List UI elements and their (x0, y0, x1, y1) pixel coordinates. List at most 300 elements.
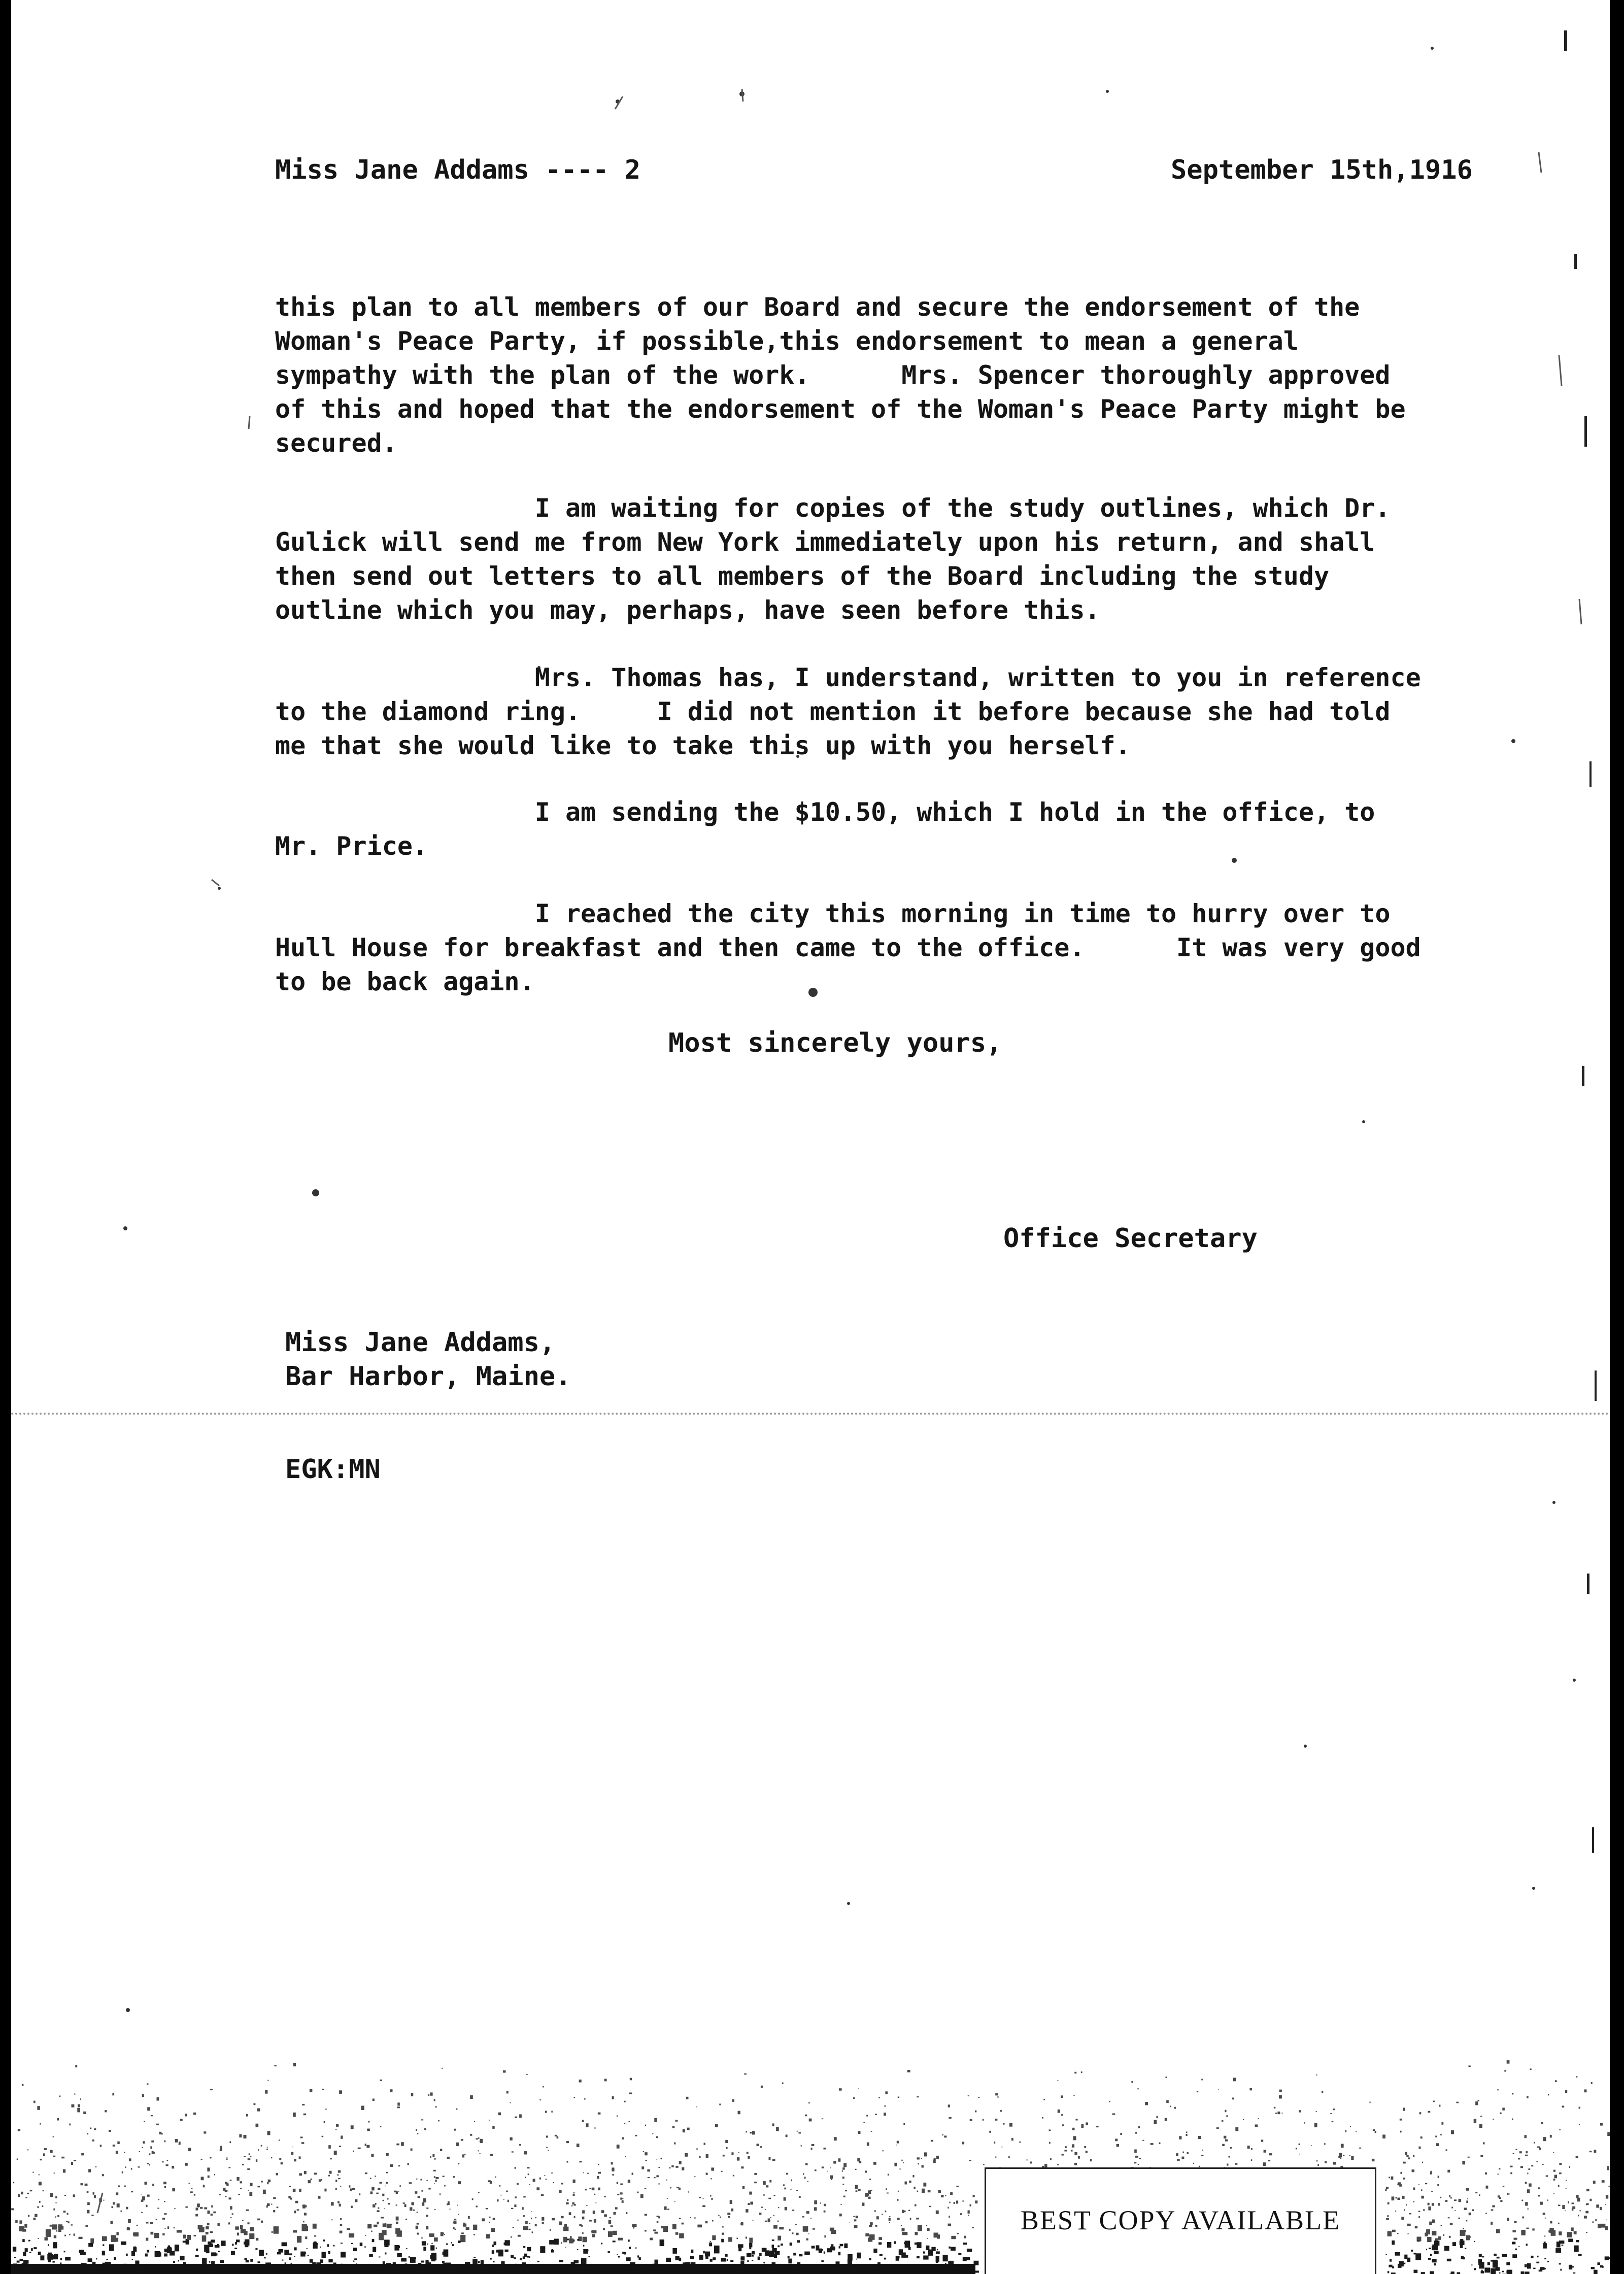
noise-speck (927, 2238, 928, 2239)
noise-speck (1201, 2155, 1204, 2156)
noise-speck (1536, 2262, 1539, 2263)
noise-speck (889, 2216, 891, 2217)
noise-speck (1558, 2205, 1560, 2206)
noise-speck (1151, 2143, 1154, 2145)
noise-speck (1445, 2200, 1447, 2202)
noise-speck (1440, 2134, 1442, 2135)
noise-speck (1314, 2123, 1317, 2127)
noise-speck (232, 2244, 233, 2246)
noise-speck (1450, 2223, 1453, 2225)
noise-speck (240, 2181, 243, 2183)
noise-speck (1074, 2072, 1076, 2074)
noise-speck (451, 2242, 452, 2244)
noise-speck (112, 2206, 114, 2209)
noise-speck (90, 2238, 94, 2244)
noise-speck (281, 2162, 283, 2164)
noise-speck (225, 2190, 227, 2192)
noise-speck (1400, 2131, 1402, 2133)
noise-speck (1493, 2260, 1498, 2267)
noise-speck (1525, 2155, 1528, 2156)
noise-speck (873, 2249, 877, 2253)
noise-speck (769, 2251, 774, 2257)
noise-speck (503, 2070, 506, 2073)
noise-speck (1567, 2232, 1572, 2237)
noise-speck (1427, 2237, 1432, 2242)
noise-speck (721, 2258, 726, 2262)
noise-speck (1548, 2094, 1549, 2095)
noise-speck (809, 2119, 812, 2122)
noise-speck (1096, 2126, 1098, 2127)
noise-speck (696, 2149, 698, 2150)
noise-speck (201, 2159, 202, 2160)
noise-speck (1593, 2221, 1594, 2223)
noise-speck (582, 2217, 585, 2220)
noise-speck (333, 2245, 335, 2247)
noise-speck (563, 2237, 567, 2243)
text-line: I am sending the $10.50, which I hold in the office, to (275, 797, 1375, 827)
noise-speck (968, 2215, 970, 2216)
noise-speck (385, 2253, 386, 2255)
noise-speck (328, 2259, 332, 2262)
noise-speck (853, 2097, 855, 2099)
noise-speck (652, 2133, 653, 2134)
noise-speck (732, 2099, 734, 2102)
noise-speck (65, 2257, 71, 2260)
noise-speck (308, 2180, 311, 2183)
noise-speck (802, 2216, 804, 2218)
noise-speck (637, 2192, 638, 2193)
noise-speck (967, 2249, 972, 2252)
noise-speck (141, 2212, 143, 2213)
noise-speck (944, 2135, 946, 2137)
noise-speck (566, 2141, 569, 2143)
noise-speck (856, 2216, 858, 2218)
noise-speck (858, 2131, 861, 2134)
noise-speck (533, 2179, 535, 2182)
noise-speck (761, 2086, 763, 2088)
noise-speck (1438, 2236, 1441, 2240)
noise-speck (705, 2252, 710, 2257)
address-line-1: Miss Jane Addams, (285, 1327, 556, 1358)
noise-speck (887, 2193, 889, 2194)
noise-speck (418, 2196, 420, 2198)
noise-speck (416, 2226, 418, 2229)
noise-speck (1311, 2145, 1312, 2146)
noise-speck (25, 2248, 28, 2252)
noise-speck (672, 2126, 675, 2128)
noise-speck (1474, 2241, 1475, 2242)
noise-speck (830, 2167, 831, 2168)
noise-speck (801, 2146, 802, 2147)
noise-speck (340, 2218, 342, 2220)
noise-speck (1594, 2270, 1598, 2274)
noise-speck (913, 2187, 915, 2189)
noise-speck (635, 2135, 637, 2136)
noise-speck (565, 2247, 566, 2248)
noise-speck (643, 2151, 645, 2152)
noise-speck (759, 2253, 762, 2256)
noise-speck (328, 2251, 330, 2254)
noise-speck (806, 2238, 808, 2240)
noise-speck (1375, 2131, 1376, 2133)
noise-speck (1550, 2135, 1552, 2138)
noise-speck (242, 2164, 244, 2165)
noise-speck (918, 2163, 919, 2165)
noise-speck (422, 2241, 426, 2246)
noise-speck (950, 2202, 951, 2203)
noise-speck (867, 2194, 869, 2196)
noise-speck (611, 2162, 613, 2165)
noise-speck (962, 2200, 964, 2201)
noise-speck (428, 2188, 430, 2189)
noise-speck (929, 2206, 931, 2208)
noise-speck (1176, 2153, 1178, 2156)
noise-speck (612, 2167, 614, 2171)
noise-speck (797, 2240, 800, 2243)
noise-speck (427, 2244, 428, 2245)
noise-speck (552, 2218, 555, 2220)
noise-speck (664, 2206, 666, 2210)
noise-speck (705, 2221, 708, 2224)
noise-speck (1525, 2182, 1527, 2184)
text-line: I reached the city this morning in time to hurry over to (275, 899, 1391, 928)
noise-speck (246, 2260, 249, 2263)
noise-speck (585, 2189, 587, 2190)
noise-speck (1574, 2231, 1577, 2234)
noise-speck (1392, 2230, 1396, 2232)
noise-speck (1395, 2252, 1400, 2256)
noise-speck (1279, 2095, 1282, 2099)
noise-speck (747, 2152, 749, 2154)
noise-speck (1554, 2175, 1557, 2179)
noise-speck (1460, 2244, 1463, 2248)
noise-speck (1472, 2210, 1474, 2212)
noise-speck (1431, 2191, 1433, 2192)
noise-speck (112, 2093, 114, 2095)
noise-speck (335, 2129, 337, 2130)
noise-speck (240, 2225, 243, 2229)
noise-speck (434, 2099, 435, 2101)
noise-speck (81, 2153, 84, 2155)
noise-speck (116, 2151, 118, 2154)
noise-speck (682, 2167, 684, 2170)
noise-speck (22, 2229, 26, 2231)
noise-speck (230, 2180, 232, 2181)
noise-speck (63, 2211, 66, 2213)
noise-speck (703, 2251, 705, 2254)
noise-speck (1521, 2200, 1523, 2201)
noise-speck (1020, 2142, 1021, 2143)
noise-speck (1447, 2259, 1451, 2261)
noise-speck (777, 2236, 781, 2240)
noise-speck (493, 2218, 495, 2220)
noise-speck (824, 2235, 826, 2237)
noise-speck (1138, 2164, 1139, 2165)
noise-speck (754, 2182, 757, 2183)
noise-speck (38, 2238, 39, 2239)
noise-speck (1596, 2204, 1599, 2208)
noise-speck (248, 2158, 251, 2160)
noise-speck (923, 2252, 925, 2254)
noise-speck (478, 2150, 480, 2151)
noise-speck (805, 2163, 808, 2165)
noise-speck (214, 2174, 215, 2176)
noise-speck (102, 2236, 107, 2242)
noise-speck (317, 2243, 318, 2245)
noise-speck (63, 2169, 65, 2173)
noise-speck (435, 2180, 437, 2182)
noise-speck (629, 2121, 630, 2122)
noise-speck (245, 2258, 247, 2260)
noise-speck (573, 2180, 576, 2183)
noise-speck (339, 2090, 342, 2094)
noise-speck (519, 2144, 521, 2146)
header-date: September 15th,1916 (1171, 155, 1473, 185)
noise-speck (377, 2222, 379, 2224)
noise-speck (142, 2196, 145, 2200)
noise-speck (259, 2250, 264, 2256)
noise-speck (796, 2190, 798, 2191)
noise-speck (804, 2177, 806, 2179)
noise-speck (305, 2236, 307, 2239)
noise-speck (417, 2223, 419, 2225)
noise-speck (799, 2254, 802, 2257)
noise-speck (204, 2131, 206, 2133)
noise-speck (898, 2096, 899, 2098)
noise-speck (1480, 2116, 1482, 2117)
noise-speck (1572, 2209, 1574, 2211)
noise-speck (553, 2182, 554, 2183)
noise-speck (546, 2147, 548, 2148)
noise-speck (113, 2202, 115, 2204)
noise-speck (458, 2163, 459, 2164)
noise-speck (1261, 2139, 1263, 2142)
noise-speck (1420, 2136, 1423, 2138)
noise-speck (1081, 2124, 1084, 2128)
noise-speck (964, 2258, 967, 2261)
noise-speck (102, 2174, 104, 2176)
noise-speck (690, 2217, 691, 2218)
noise-speck (1359, 2148, 1361, 2149)
noise-speck (633, 2227, 634, 2229)
noise-speck (1492, 2205, 1495, 2208)
noise-speck (994, 2142, 996, 2144)
noise-speck (1268, 2160, 1270, 2161)
noise-speck (146, 2205, 147, 2208)
noise-speck (88, 2258, 92, 2262)
noise-speck (325, 2109, 326, 2110)
noise-speck (175, 2245, 179, 2251)
noise-speck (226, 2184, 229, 2186)
text-line: me that she would like to take this up with you herself. (275, 731, 1131, 760)
noise-speck (1553, 2179, 1555, 2181)
noise-speck (1428, 2206, 1431, 2211)
noise-speck (1074, 2163, 1077, 2165)
noise-speck (52, 2224, 57, 2229)
noise-speck (789, 2229, 791, 2231)
noise-speck (611, 2225, 613, 2227)
noise-speck (1502, 2108, 1505, 2110)
noise-speck (1534, 2142, 1535, 2144)
noise-speck (1249, 2088, 1252, 2091)
noise-speck (380, 2080, 382, 2081)
noise-speck (143, 2141, 145, 2144)
noise-speck (804, 2252, 810, 2255)
noise-speck (443, 2176, 445, 2177)
noise-speck (769, 2157, 771, 2160)
noise-speck (152, 2184, 154, 2186)
noise-speck (319, 2179, 321, 2182)
noise-speck (1418, 2216, 1420, 2218)
noise-speck (323, 2239, 325, 2242)
noise-speck (371, 2231, 372, 2232)
noise-speck (370, 2178, 371, 2179)
noise-speck (39, 2201, 41, 2203)
noise-speck (131, 2191, 133, 2192)
noise-speck (571, 2205, 573, 2206)
noise-speck (910, 2218, 911, 2220)
noise-speck (773, 2225, 777, 2229)
noise-speck (268, 2180, 270, 2183)
noise-speck (675, 2166, 678, 2168)
noise-speck (39, 2175, 40, 2176)
noise-speck (31, 2248, 33, 2251)
noise-speck (121, 2211, 122, 2212)
noise-speck (447, 2204, 448, 2205)
noise-speck (1407, 2258, 1411, 2262)
noise-speck (482, 2218, 485, 2221)
noise-speck (218, 2223, 220, 2226)
noise-speck (1480, 2155, 1483, 2157)
noise-speck (1527, 2209, 1529, 2210)
noise-speck (481, 2260, 484, 2264)
noise-speck (1518, 2246, 1519, 2247)
noise-speck (408, 2163, 409, 2165)
noise-speck (74, 2094, 75, 2095)
noise-speck (304, 2171, 307, 2174)
noise-speck (1414, 2270, 1418, 2273)
noise-speck (1558, 2223, 1560, 2224)
noise-speck (1075, 2119, 1077, 2120)
noise-speck (426, 2215, 428, 2217)
noise-speck (33, 2218, 36, 2220)
noise-speck (303, 2221, 304, 2222)
noise-speck (1166, 2077, 1167, 2078)
noise-speck (1550, 2221, 1552, 2224)
noise-speck (867, 2143, 869, 2146)
noise-speck (291, 2152, 294, 2155)
noise-speck (1539, 2270, 1543, 2272)
noise-speck (40, 2159, 42, 2160)
noise-speck (1497, 2089, 1498, 2090)
noise-speck (898, 2191, 899, 2192)
paragraph-study-outlines (275, 491, 1508, 627)
noise-speck (995, 2156, 996, 2158)
noise-speck (43, 2190, 44, 2192)
noise-speck (675, 2120, 678, 2122)
noise-speck (1296, 2148, 1297, 2149)
noise-speck (111, 2235, 116, 2242)
noise-speck (1413, 2188, 1415, 2190)
noise-speck (337, 2175, 339, 2176)
noise-speck (1562, 2106, 1565, 2108)
noise-speck (1429, 2248, 1431, 2249)
noise-speck (410, 2207, 412, 2211)
noise-speck (178, 2260, 179, 2261)
noise-speck (369, 2254, 373, 2257)
noise-speck (279, 2158, 281, 2160)
noise-speck (1447, 2170, 1450, 2172)
noise-speck (1533, 2268, 1535, 2269)
noise-speck (840, 2204, 842, 2205)
noise-speck (340, 2224, 343, 2226)
noise-speck (1388, 2231, 1392, 2236)
noise-speck (1506, 2270, 1508, 2273)
noise-speck (545, 2111, 547, 2113)
noise-speck (256, 2238, 258, 2240)
noise-speck (645, 2125, 646, 2126)
noise-speck (772, 2245, 774, 2248)
noise-speck (752, 2131, 755, 2134)
noise-speck (586, 2205, 588, 2206)
noise-speck (85, 2225, 88, 2227)
noise-speck (1387, 2215, 1389, 2217)
noise-speck (1233, 2078, 1236, 2081)
noise-speck (744, 2074, 747, 2075)
noise-speck (856, 2259, 857, 2260)
noise-speck (322, 2089, 324, 2090)
noise-speck (387, 2198, 388, 2199)
noise-speck (206, 2226, 209, 2229)
noise-speck (1418, 2184, 1419, 2185)
noise-speck (1600, 2207, 1602, 2210)
noise-speck (1569, 2166, 1570, 2168)
noise-speck (1333, 2162, 1336, 2164)
noise-speck (54, 2235, 56, 2238)
noise-speck (583, 2172, 584, 2173)
noise-speck (884, 2113, 886, 2116)
noise-speck (55, 2196, 57, 2198)
noise-speck (87, 2133, 88, 2134)
noise-speck (28, 2215, 29, 2217)
noise-speck (514, 2257, 516, 2259)
noise-speck (577, 2239, 579, 2240)
noise-speck (218, 2251, 220, 2252)
noise-speck (1386, 2187, 1389, 2189)
noise-speck (620, 2184, 623, 2185)
noise-speck (902, 2228, 905, 2231)
noise-speck (720, 2217, 721, 2218)
noise-speck (894, 2163, 897, 2166)
noise-speck (1145, 2102, 1148, 2105)
noise-speck (195, 2214, 198, 2217)
noise-speck (79, 2250, 84, 2253)
noise-speck (434, 2158, 436, 2159)
noise-speck (38, 2206, 39, 2208)
noise-speck (1569, 2265, 1572, 2269)
noise-speck (839, 2088, 842, 2091)
noise-speck (486, 2208, 488, 2210)
noise-speck (340, 2231, 343, 2233)
noise-speck (1218, 2089, 1219, 2090)
noise-speck (912, 2175, 914, 2178)
reference-initials: EGK:MN (285, 1454, 381, 1485)
noise-speck (754, 2173, 757, 2175)
noise-speck (1187, 2152, 1189, 2154)
noise-speck (208, 2176, 210, 2178)
noise-speck (539, 2099, 540, 2100)
noise-speck (1050, 2158, 1052, 2160)
